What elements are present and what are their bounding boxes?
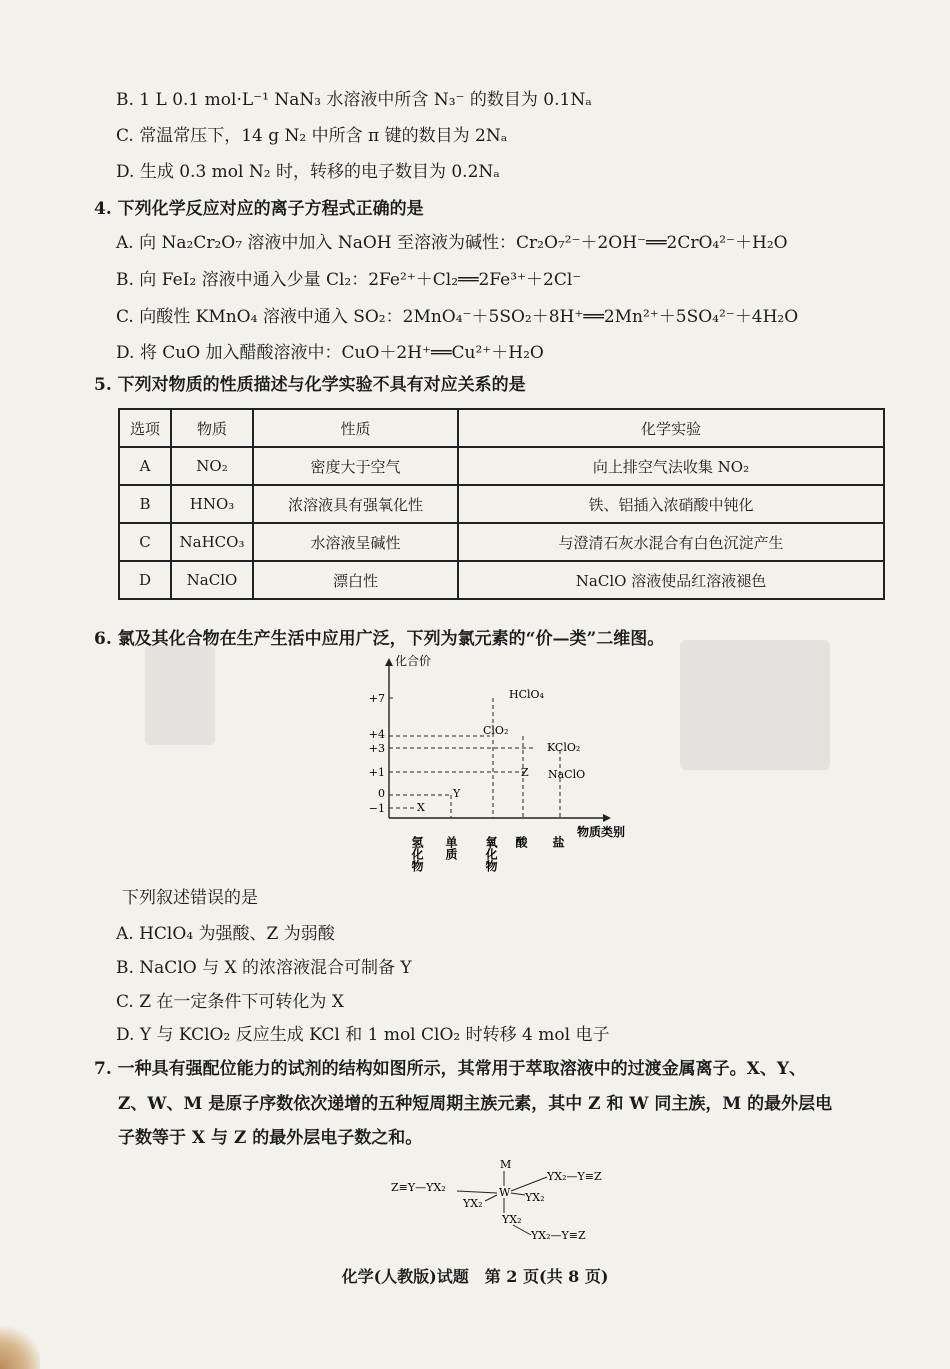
table-cell: 物质: [171, 409, 253, 447]
valence-class-chart: [355, 650, 655, 875]
q7-line-3: 子数等于 X 与 Z 的最外层电子数之和。: [118, 1128, 423, 1148]
x-cat-acid: 酸: [514, 836, 528, 848]
struct-right-arm: YX₂—Y≡Z: [547, 1170, 602, 1183]
table-cell: 选项: [119, 409, 171, 447]
table-cell: NaHCO₃: [171, 523, 253, 561]
struct-m: M: [500, 1158, 512, 1171]
struct-yx2-b: YX₂: [525, 1191, 545, 1204]
table-cell: NO₂: [171, 447, 253, 485]
q4-option-a: A. 向 Na₂Cr₂O₇ 溶液中加入 NaOH 至溶液为碱性：Cr₂O₇²⁻＋2OH⁻══2CrO₄²⁻＋H₂O: [116, 233, 788, 253]
point-label-y: Y: [453, 787, 461, 800]
table-cell: HNO₃: [171, 485, 253, 523]
q4-option-d: D. 将 CuO 加入醋酸溶液中：CuO＋2H⁺══Cu²⁺＋H₂O: [116, 343, 544, 363]
y-tick-label: +4: [368, 728, 385, 741]
point-label-clo2: ClO₂: [483, 724, 509, 737]
table-cell: 与澄清石灰水混合有白色沉淀产生: [458, 523, 884, 561]
table-cell: 向上排空气法收集 NO₂: [458, 447, 884, 485]
y-tick-label: +1: [368, 766, 385, 779]
q7-line-2: Z、W、M 是原子序数依次递增的五种短周期主族元素，其中 Z 和 W 同主族，M 的最外层电: [118, 1094, 833, 1114]
q6-option-d: D. Y 与 KClO₂ 反应生成 KCl 和 1 mol ClO₂ 时转移 4 mol 电子: [116, 1025, 610, 1045]
table-cell: 漂白性: [253, 561, 458, 599]
q6-option-a: A. HClO₄ 为强酸、Z 为弱酸: [116, 924, 335, 944]
q3-option-d: D. 生成 0.3 mol N₂ 时，转移的电子数目为 0.2Nₐ: [116, 162, 500, 182]
show-through-blob: [680, 640, 830, 770]
q3-option-b: B. 1 L 0.1 mol·L⁻¹ NaN₃ 水溶液中所含 N₃⁻ 的数目为 0.1Nₐ: [116, 90, 592, 110]
table-cell: 浓溶液具有强氧化性: [253, 485, 458, 523]
point-label-naclo: NaClO: [548, 768, 586, 781]
table-cell: B: [119, 485, 171, 523]
q4-option-b: B. 向 FeI₂ 溶液中通入少量 Cl₂：2Fe²⁺＋Cl₂══2Fe³⁺＋2Cl⁻: [116, 270, 582, 290]
struct-w: W: [499, 1186, 511, 1199]
table-cell: 性质: [253, 409, 458, 447]
struct-yx2-a: YX₂: [463, 1197, 483, 1210]
table-row: [119, 523, 884, 561]
q3-option-c: C. 常温常压下，14 g N₂ 中所含 π 键的数目为 2Nₐ: [116, 126, 508, 146]
q7-line-1: 7. 一种具有强配位能力的试剂的结构如图所示，其常用于萃取溶液中的过渡金属离子。X、Y、: [94, 1059, 806, 1079]
corner-shadow: [0, 1325, 40, 1369]
y-axis-title: 化合价: [395, 654, 432, 668]
table-cell: C: [119, 523, 171, 561]
q5-stem: 5. 下列对物质的性质描述与化学实验不具有对应关系的是: [94, 375, 526, 395]
y-tick-label: +3: [368, 742, 385, 755]
struct-bottom-arm: YX₂—Y≡Z: [531, 1229, 586, 1242]
x-axis-title: 物质类别: [577, 825, 626, 839]
struct-left-arm: Z≡Y—YX₂: [391, 1181, 446, 1194]
x-cat-element: 单质: [444, 836, 458, 860]
page-footer: 化学(人教版)试题 第 2 页(共 8 页): [341, 1267, 609, 1286]
x-cat-oxide: 氧化物: [484, 836, 498, 872]
point-label-z: Z: [521, 766, 529, 779]
q4-stem: 4. 下列化学反应对应的离子方程式正确的是: [94, 199, 424, 219]
point-label-x: X: [417, 801, 425, 814]
q5-table: [118, 408, 885, 600]
table-row: [119, 447, 884, 485]
reagent-structure: [385, 1155, 645, 1250]
table-cell: NaClO: [171, 561, 253, 599]
table-cell: NaClO 溶液使品红溶液褪色: [458, 561, 884, 599]
y-tick-label: 0: [378, 787, 385, 800]
struct-yx2-c: YX₂: [502, 1213, 522, 1226]
table-header-row: [119, 409, 884, 447]
point-label-kclo2: KClO₂: [547, 741, 581, 754]
table-cell: D: [119, 561, 171, 599]
q4-option-c: C. 向酸性 KMnO₄ 溶液中通入 SO₂：2MnO₄⁻＋5SO₂＋8H⁺══2Mn²⁺＋5SO₄²⁻＋4H₂O: [116, 307, 799, 327]
y-tick-label: +7: [368, 692, 385, 705]
table-cell: 水溶液呈碱性: [253, 523, 458, 561]
table-cell: 化学实验: [458, 409, 884, 447]
table-cell: A: [119, 447, 171, 485]
y-tick-label: −1: [368, 802, 385, 815]
point-label-hclo4: HClO₄: [509, 688, 544, 701]
table-row: [119, 485, 884, 523]
show-through-blob: [145, 645, 215, 745]
x-cat-salt: 盐: [551, 836, 565, 848]
q6-option-c: C. Z 在一定条件下可转化为 X: [116, 992, 344, 1012]
table-cell: 密度大于空气: [253, 447, 458, 485]
q6-intro: 下列叙述错误的是: [122, 888, 258, 908]
table-cell: 铁、铝插入浓硝酸中钝化: [458, 485, 884, 523]
q6-stem: 6. 氯及其化合物在生产生活中应用广泛，下列为氯元素的“价—类”二维图。: [94, 629, 665, 649]
table-row: [119, 561, 884, 599]
x-cat-hydride: 氢化物: [410, 836, 424, 872]
q6-option-b: B. NaClO 与 X 的浓溶液混合可制备 Y: [116, 958, 412, 978]
